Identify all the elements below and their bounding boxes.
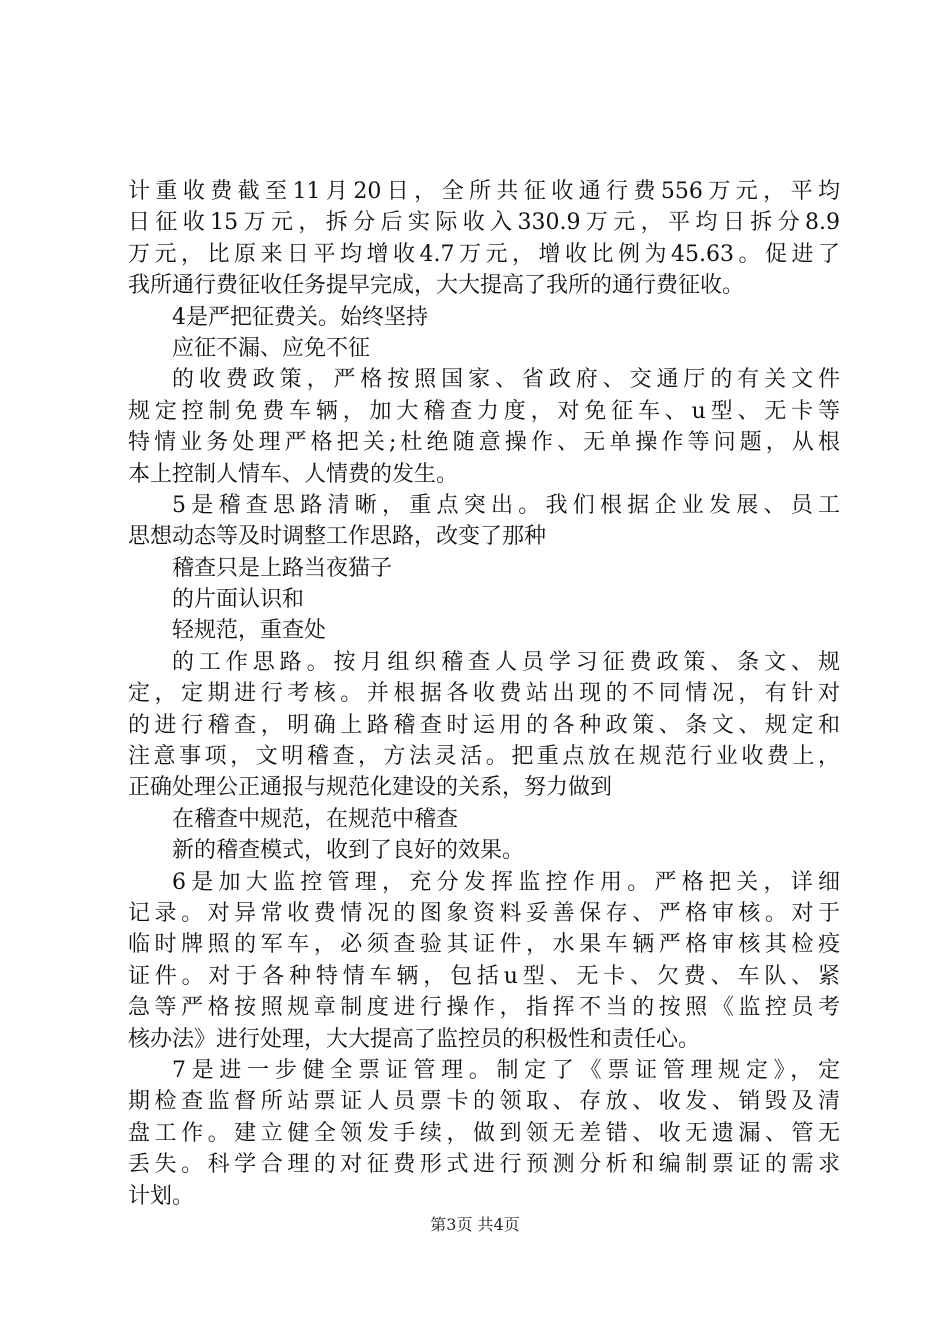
text-line: 临时牌照的军车，必须查验其证件，水果车辆严格审核其检疫 (128, 932, 840, 958)
text-line: 本上控制人情车、人情费的发生。 (128, 461, 459, 487)
text-line: 的收费政策，严格按照国家、省政府、交通厅的有关文件 (172, 367, 840, 393)
text-line: 注意事项，文明稽查，方法灵活。把重点放在规范行业收费上， (128, 744, 840, 770)
text-line: 正确处理公正通报与规范化建设的关系，努力做到 (128, 775, 613, 801)
text-line: 的进行稽查，明确上路稽查时运用的各种政策、条文、规定和 (128, 712, 840, 738)
text-line: 5是稽查思路清晰，重点突出。我们根据企业发展、员工 (172, 492, 840, 518)
text-line: 丢失。科学合理的对征费形式进行预测分析和编制票证的需求 (128, 1152, 840, 1178)
text-line: 新的稽查模式，收到了良好的效果。 (172, 838, 525, 864)
text-line: 证件。对于各种特情车辆，包括u型、无卡、欠费、车队、紧 (128, 963, 840, 989)
text-line: 计重收费截至11月20日，全所共征收通行费556万元，平均 (128, 179, 840, 204)
text-line: 6是加大监控管理，充分发挥监控作用。严格把关，详细 (172, 869, 840, 895)
text-line: 日征收15万元，拆分后实际收入330.9万元，平均日拆分8.9 (128, 210, 840, 236)
text-line: 期检查监督所站票证人员票卡的领取、存放、收发、销毁及清 (128, 1089, 840, 1115)
text-line: 急等严格按照规章制度进行操作，指挥不当的按照《监控员考 (128, 995, 840, 1021)
text-line: 稽查只是上路当夜猫子 (172, 555, 393, 581)
text-line: 应征不漏、应免不征 (172, 335, 371, 361)
text-line: 4是严把征费关。始终坚持 (172, 304, 428, 330)
text-line: 7是进一步健全票证管理。制定了《票证管理规定》，定 (172, 1057, 840, 1083)
text-line: 轻规范，重查处 (172, 618, 327, 644)
text-line: 思想动态等及时调整工作思路，改变了那种 (128, 524, 547, 550)
text-line: 的工作思路。按月组织稽查人员学习征费政策、条文、规 (172, 649, 840, 675)
document-body (128, 176, 840, 1212)
text-line: 计划。 (128, 1183, 195, 1209)
text-line: 盘工作。建立健全领发手续，做到领无差错、收无遗漏、管无 (128, 1120, 840, 1146)
text-line: 的片面认识和 (172, 587, 305, 613)
text-line: 我所通行费征收任务提早完成，大大提高了我所的通行费征收。 (128, 273, 745, 299)
text-line: 在稽查中规范，在规范中稽查 (172, 806, 459, 832)
text-line: 记录。对异常收费情况的图象资料妥善保存、严格审核。对于 (128, 900, 840, 926)
text-line: 特情业务处理严格把关;杜绝随意操作、无单操作等问题，从根 (128, 430, 840, 456)
page-footer: 第3页 共4页 (430, 1215, 520, 1234)
text-line: 万元，比原来日平均增收4.7万元，增收比例为45.63。促进了 (128, 241, 840, 267)
text-line: 规定控制免费车辆，加大稽查力度，对免征车、u型、无卡等 (128, 398, 840, 424)
text-line: 定，定期进行考核。并根据各收费站出现的不同情况，有针对 (128, 681, 840, 707)
text-line: 核办法》进行处理，大大提高了监控员的积极性和责任心。 (128, 1026, 701, 1052)
